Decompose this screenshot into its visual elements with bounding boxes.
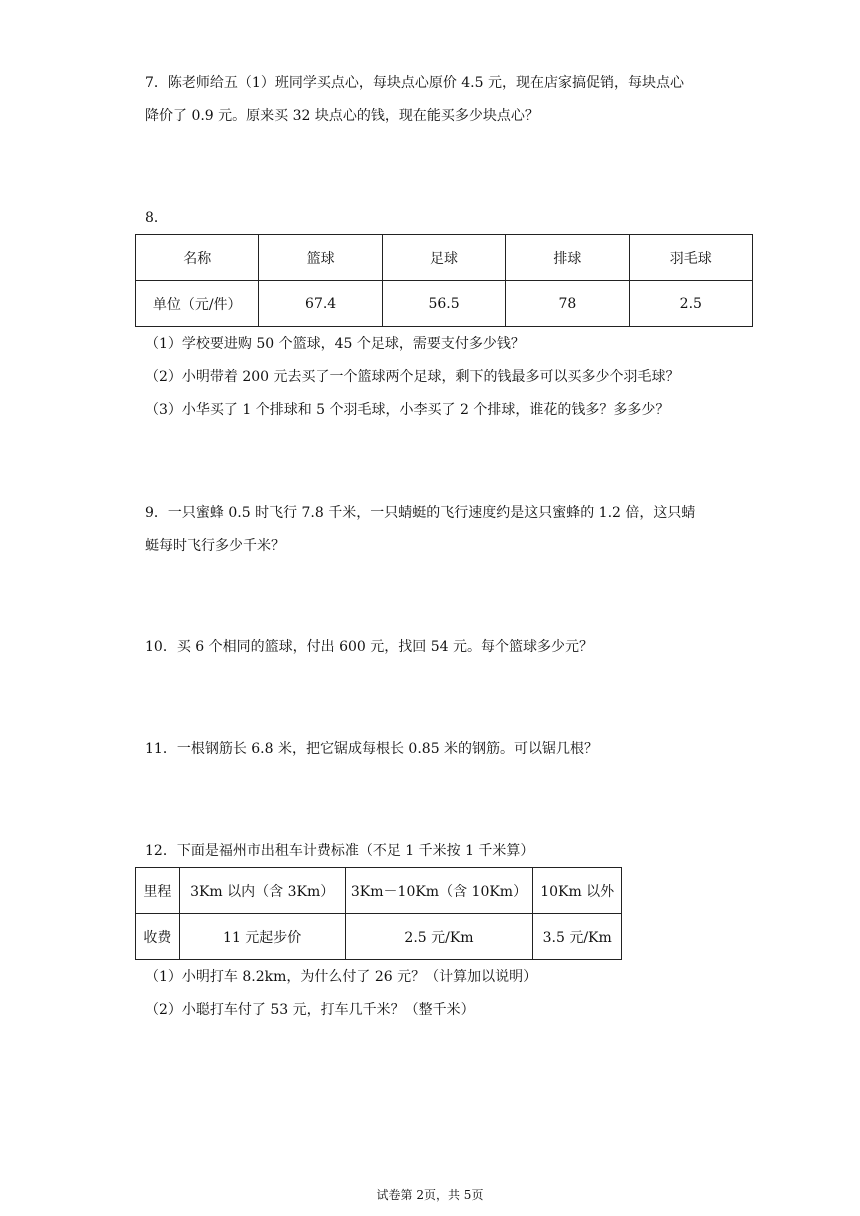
q12-sub1: （1）小明打车 8.2km，为什么付了 26 元？（计算加以说明） bbox=[145, 969, 538, 985]
q8-cell: 56.5 bbox=[382, 281, 505, 327]
q7-line1: 7．陈老师给五（1）班同学买点心，每块点心原价 4.5 元，现在店家搞促销，每块点心 bbox=[145, 75, 684, 91]
q12-cell: 里程 bbox=[136, 868, 180, 914]
q8-cell: 67.4 bbox=[259, 281, 382, 327]
q8-cell: 篮球 bbox=[259, 235, 382, 281]
q12-sub2: （2）小聪打车付了 53 元，打车几千米？（整千米） bbox=[145, 1002, 475, 1018]
q8-sub2: （2）小明带着 200 元去买了一个篮球两个足球，剩下的钱最多可以买多少个羽毛球？ bbox=[145, 369, 680, 385]
q8-table-header-row bbox=[136, 235, 753, 281]
q8-price-table bbox=[135, 234, 753, 327]
q12-cell: 3.5 元/Km bbox=[533, 914, 622, 960]
q8-cell: 排球 bbox=[506, 235, 629, 281]
q8-cell: 足球 bbox=[382, 235, 505, 281]
q12-line1: 12．下面是福州市出租车计费标准（不足 1 千米按 1 千米算） bbox=[145, 843, 535, 859]
q12-cell: 2.5 元/Km bbox=[345, 914, 533, 960]
q8-cell: 78 bbox=[506, 281, 629, 327]
q12-table-fee-row bbox=[136, 914, 622, 960]
q10-line1: 10．买 6 个相同的篮球，付出 600 元，找回 54 元。每个篮球多少元？ bbox=[145, 639, 593, 655]
q7-line2: 降价了 0.9 元。原来买 32 块点心的钱，现在能买多少块点心？ bbox=[145, 108, 539, 124]
q12-cell: 10Km 以外 bbox=[533, 868, 622, 914]
q8-cell: 单位（元/件） bbox=[136, 281, 259, 327]
q12-table-distance-row bbox=[136, 868, 622, 914]
q8-sub3: （3）小华买了 1 个排球和 5 个羽毛球，小李买了 2 个排球，谁花的钱多？多多少？ bbox=[145, 402, 670, 418]
q8-cell: 羽毛球 bbox=[629, 235, 752, 281]
q9-line1: 9．一只蜜蜂 0.5 时飞行 7.8 千米，一只蜻蜓的飞行速度约是这只蜜蜂的 1.2 倍，这只蜻 bbox=[145, 505, 696, 521]
q12-fare-table bbox=[135, 867, 622, 960]
q11-line1: 11．一根钢筋长 6.8 米，把它锯成每根长 0.85 米的钢筋。可以锯几根？ bbox=[145, 741, 599, 757]
q9-line2: 蜓每时飞行多少千米？ bbox=[145, 538, 285, 554]
q8-cell: 名称 bbox=[136, 235, 259, 281]
page-footer: 试卷第 2页，共 5页 bbox=[376, 1188, 484, 1202]
q8-number: 8． bbox=[145, 210, 168, 226]
q12-cell: 11 元起步价 bbox=[179, 914, 345, 960]
q8-sub1: （1）学校要进购 50 个篮球，45 个足球，需要支付多少钱？ bbox=[145, 336, 525, 352]
q12-cell: 3Km 以内（含 3Km） bbox=[179, 868, 345, 914]
q8-cell: 2.5 bbox=[629, 281, 752, 327]
q12-cell: 收费 bbox=[136, 914, 180, 960]
q8-table-price-row bbox=[136, 281, 753, 327]
q12-cell: 3Km－10Km（含 10Km） bbox=[345, 868, 533, 914]
